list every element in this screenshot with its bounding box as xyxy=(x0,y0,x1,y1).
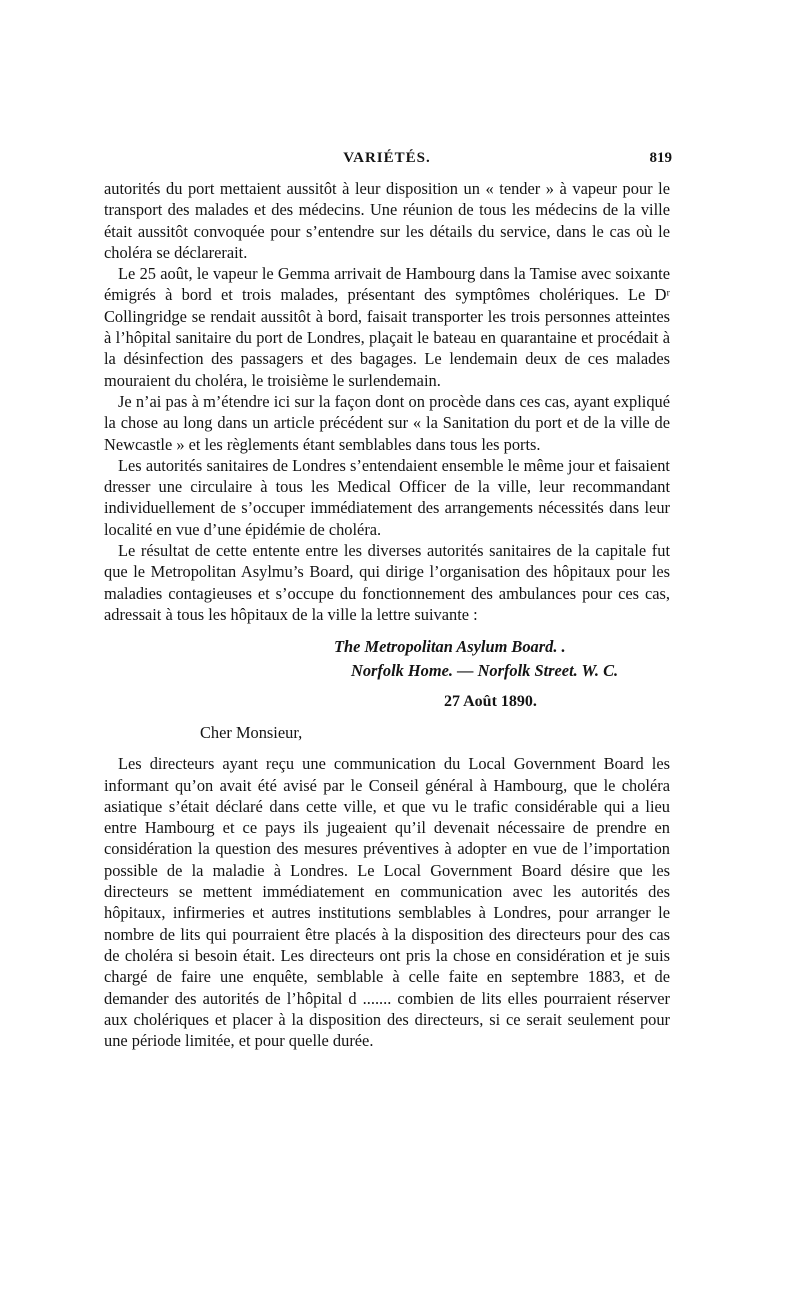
letter-heading-line: Norfolk Home. — Norfolk Street. W. C. xyxy=(351,661,619,681)
page-header xyxy=(104,150,670,178)
letter-paragraph: Les directeurs ayant reçu une communication du Local Government Board les informant qu’on avait été avisé par le Conseil général à Hambourg, que le choléra asiatique s’était déclaré dans cette ville, et que vu le trafic considérable qui a lieu entre Hambourg et ce pays ils jugeaient qu’il devenait nécessaire de prendre en considération la question des mesures préventives à adopter en vue de l’importation possible de la maladie à Londres. Le Local Government Board désire que les directeurs se mettent immédiatement en communication avec les autorités des hôpitaux, infirmeries et autres institutions semblables à Londres, pour arranger le nombre de lits qui pourraient être placés à la disposition des directeurs pour des cas de choléra si besoin était. Les directeurs ont pris la chose en considération et je suis chargé de faire une enquête, semblable à celle faite en septembre 1883, et de demander des autorités de l’hôpital d ....... combien de lits elles pourraient réserver aux cholériques et placer à la disposition des directeurs, si ce serait seulement pour une période limitée, et pour quelle durée. xyxy=(104,754,670,1051)
letter-heading xyxy=(104,635,670,683)
paragraph: Le 25 août, le vapeur le Gemma arrivait de Hambourg dans la Tamise avec soixante émigrés à bord et trois malades, présentant des symptômes cholériques. Le Dʳ Collingridge se rendait aussitôt à bord, faisait transporter les trois personnes atteintes à l’hôpital sanitaire du port de Londres, plaçait le bateau en quarantaine et procédait à la désinfection des passagers et des bagages. Le lendemain deux de ces malades mouraient du choléra, le troisième le surlendemain. xyxy=(104,264,670,390)
paragraph: Le résultat de cette entente entre les diverses autorités sanitaires de la capitale fut que le Metropolitan Asylmu’s Board, qui dirige l’organisation des hôpitaux pour les maladies contagieuses et s’occupe du fonctionnement des ambulances pour ces cas, adressait à tous les hôpitaux de la ville la lettre suivante : xyxy=(104,541,670,624)
book-page xyxy=(104,150,670,1051)
paragraph: Je n’ai pas à m’étendre ici sur la façon dont on procède dans ces cas, ayant expliqué la chose au long dans un article précédent sur « la Sanitation du port et de la ville de Newcastle » et les règlements étant semblables dans tous les ports. xyxy=(104,391,670,454)
running-title: VARIÉTÉS. xyxy=(343,150,431,166)
letter-salutation: Cher Monsieur, xyxy=(200,723,303,743)
page-number: 819 xyxy=(649,150,672,166)
letter-date: 27 Août 1890. xyxy=(444,693,537,711)
paragraph: autorités du port mettaient aussitôt à leur disposition un « tender » à vapeur pour le transport des malades et des médecins. Une réunion de tous les médecins de la ville était aussitôt convoquée pour s’entendre sur les détails du service, dans le cas où le choléra se déclarerait. xyxy=(104,179,670,262)
letter-heading-line: The Metropolitan Asylum Board. . xyxy=(334,637,566,657)
paragraph: Les autorités sanitaires de Londres s’entendaient ensemble le même jour et faisaient dresser une circulaire à tous les Medical Officer de la ville, leur recommandant individuellement de s’occuper immédiatement des arrangements nécessités dans leur localité en vue d’une épidémie de choléra. xyxy=(104,455,670,539)
article-body xyxy=(104,178,670,625)
letter-body xyxy=(104,753,670,1051)
